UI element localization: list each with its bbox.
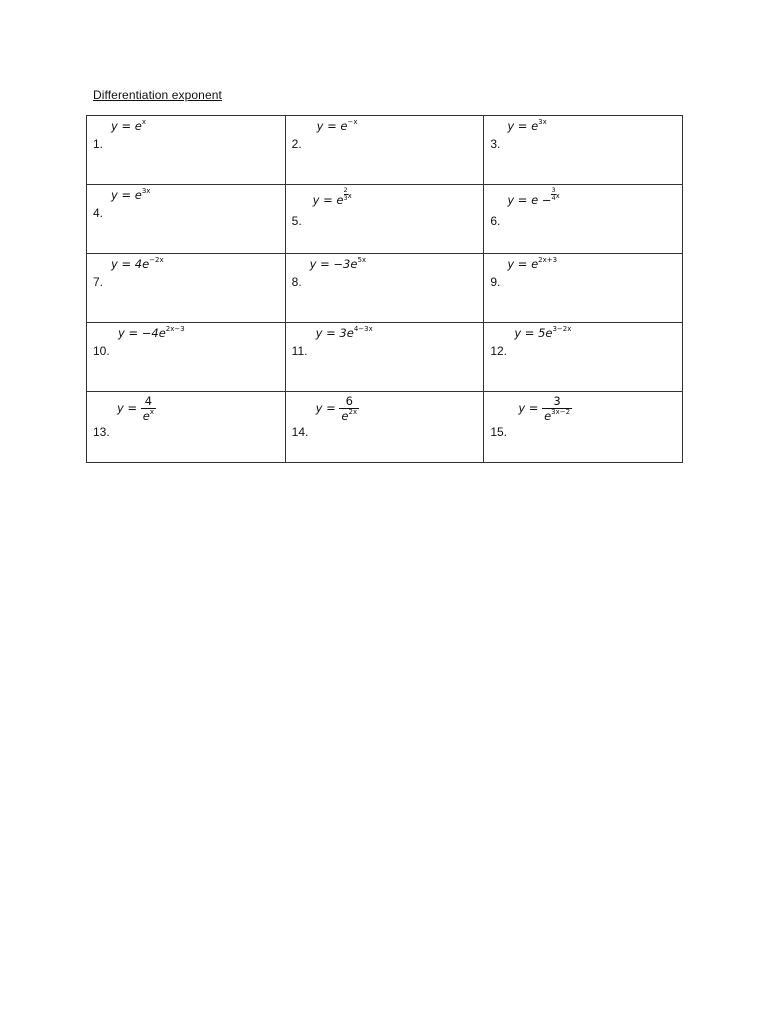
document-title: Differentiation exponent [93, 88, 222, 102]
equation: $y = e^{3x}$ [111, 187, 151, 202]
exponent-fraction: $\frac{3}{4}$ [551, 186, 556, 202]
equation: $y = e^x$ [111, 118, 146, 133]
equation: $y = e^{-x}$ [316, 118, 358, 133]
exercise-cell [87, 116, 286, 185]
exercise-number: 8. [291, 275, 302, 289]
exercise-number: 2. [291, 137, 302, 151]
exercise-number: 6. [490, 214, 501, 228]
table-row [87, 323, 683, 392]
exercise-number: 5. [291, 214, 302, 228]
table-row [87, 185, 683, 254]
exercise-cell [87, 254, 286, 323]
exercise-cell [285, 254, 484, 323]
exercise-cell [285, 116, 484, 185]
fraction: $\frac{3}{e^{3x-2}}$ [544, 394, 571, 423]
table-row [87, 392, 683, 463]
exercise-cell [484, 392, 683, 463]
exercise-number: 3. [490, 137, 501, 151]
exercise-number: 9. [490, 275, 501, 289]
table-row [87, 116, 683, 185]
equation: $y = -4e^{2x-3}$ [118, 325, 185, 340]
exercise-number: 15. [490, 425, 507, 439]
equation: $y = 5e^{3-2x}$ [514, 325, 572, 340]
exercise-number: 1. [93, 137, 104, 151]
exercise-number: 7. [93, 275, 104, 289]
exercise-number: 4. [93, 206, 104, 220]
equation: y = e $\frac{2}{3}$ $^x$ [312, 186, 352, 207]
exercise-table [86, 115, 683, 463]
fraction: $\frac{4}{e^x}$ [142, 394, 154, 423]
equation: y = e − $\frac{3}{4}$ $^x$ [507, 186, 560, 207]
exercise-cell [87, 392, 286, 463]
exercise-number: 11. [291, 344, 308, 358]
exercise-number: 12. [490, 344, 507, 358]
equation: $y = e^{2x+3}$ [507, 256, 558, 271]
fraction: $\frac{6}{e^{2x}}$ [341, 394, 358, 423]
exercise-number: 13. [93, 425, 110, 439]
equation: $y = -3e^{5x}$ [309, 256, 367, 271]
exercise-cell [285, 323, 484, 392]
exercise-cell [484, 254, 683, 323]
exponent-fraction: $\frac{2}{3}$ [343, 186, 348, 202]
equation: $y = 3e^{4-3x}$ [315, 325, 373, 340]
equation: y = $\frac{3}{e^{3x-2}}$ [518, 394, 571, 423]
exercise-cell [484, 185, 683, 254]
exercise-cell [484, 116, 683, 185]
equation: $y = 4e^{-2x}$ [111, 256, 164, 271]
exercise-number: 10. [93, 344, 110, 358]
exercise-cell [87, 185, 286, 254]
equation: y = $\frac{4}{e^x}$ [117, 394, 154, 423]
exercise-number: 14. [291, 425, 309, 439]
exercise-cell [285, 185, 484, 254]
table-row [87, 254, 683, 323]
exercise-cell [484, 323, 683, 392]
exercise-cell [285, 392, 484, 463]
exercise-cell [87, 323, 286, 392]
equation: $y = e^{3x}$ [507, 118, 547, 133]
equation: y = $\frac{6}{e^{2x}}$ [315, 394, 358, 423]
